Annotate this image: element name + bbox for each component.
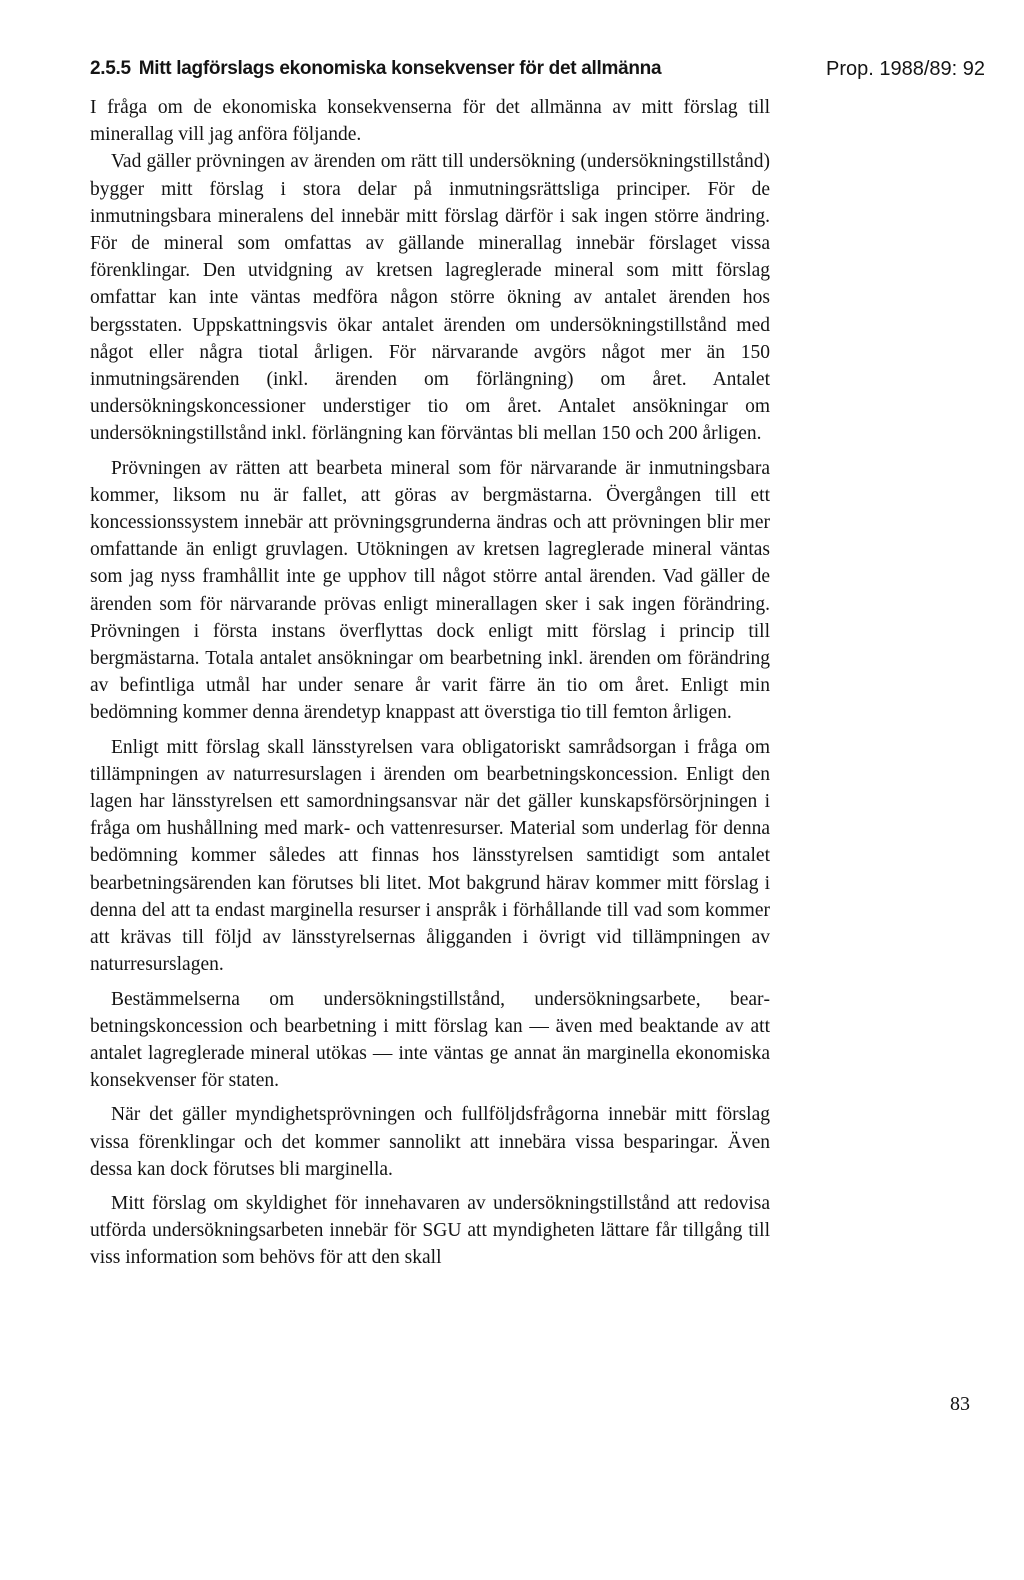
paragraph-intro: I fråga om de ekonomiska konsekvenserna för det allmänna av mitt förslag till minerallag vill jag anföra följande. [90,97,770,146]
page-number: 83 [950,1393,970,1415]
paragraph-sgu: Mitt förslag om skyldighet för innehavaren av undersökningstillstånd att redovisa utförda undersökningsarbeten innebär för SGU att myndigheten lättare får tillgång till viss information som behövs för att den skall [90,1192,770,1269]
body-text [90,94,770,1272]
paragraph-bestammelserna: Bestämmelserna om undersökningstillstånd, undersökningsarbete, bearbetningskoncession och bearbetning i mitt förslag kan — även med beaktande av att antalet lagreglerade mineral utökas — inte väntas ge annat än marginella ekonomiska konsekvenser för staten. [90,988,770,1092]
paragraph-undersokningstillstand: Vad gäller prövningen av ärenden om rätt till undersökning (undersökningstillstånd) bygger mitt förslag i stora delar på inmutningsrättsliga principer. För de inmutningsbara mineralens del innebär mitt förslag därför i sak ingen större ändring. För de mineral som omfattas av gällande minerallag innebär förslaget vissa förenklingar. Den utvidgning av kretsen lagreglerade mineral som mitt förslag omfattar kan inte väntas medföra någon större ökning av antalet ärenden hos bergsstaten. Uppskattningsvis ökar antalet ärenden om undersökningstillstånd med något eller några tiotal årligen. För närvarande avgörs något mer än 150 inmutningsärenden (inkl. ärenden om förlängning) om året. Antalet undersökningskoncessioner understiger tio om året. Antalet ansökningar om undersökningstillstånd inkl. förlängning kan förväntas bli mellan 150 och 200 årligen. [90,151,770,445]
section-number: 2.5.5 [90,58,131,79]
proposition-reference: Prop. 1988/89: 92 [826,58,986,80]
section-title: Mitt lagförslags ekonomiska konsekvenser för det allmänna [138,58,662,79]
paragraph-myndighetsprovningen: När det gäller myndighetsprövningen och fullföljdsfrågorna innebär mitt förslag vissa förenklingar och det kommer sannolikt att innebära vissa besparingar. Även dessa kan dock förutses bli marginella. [90,1104,770,1180]
paragraph-lansstyrelsen: Enligt mitt förslag skall länsstyrelsen vara obligatoriskt samrådsorgan i fråga om tillämpningen av naturresurslagen i ärenden om bearbetningskoncession. Enligt den lagen har länsstyrelsen ett samordningsansvar när det gäller kunskapsförsörjningen i fråga om hushållning med mark- och vattenresurser. Material som underlag för denna bedömning kommer således att finnas hos länsstyrelsen samtidigt som antalet bearbetningsärenden kan förutses bli litet. Mot bakgrund härav kommer mitt förslag i denna del att ta endast marginella resurser i anspråk i förhållande till vad som kommer att krävas till följd av länsstyrelsernas åligganden i övrigt vid tillämpningen av naturresurslagen. [90,736,770,976]
section-heading [90,56,710,82]
paragraph-bearbetning: Prövningen av rätten att bearbeta mineral som för närvarande är inmutningsbara kommer, liksom nu är fallet, att göras av bergmästarna. Övergången till ett koncessionssystem innebär att prövningsgrunderna ändras och att prövningen blir mer omfattande än enligt gruvlagen. Utökningen av kretsen lagreglerade mineral väntas som jag nyss framhållit inte ge upphov till något större antal ärenden. Vad gäller de ärenden som för närvarande prövas enligt minerallagen sker i sak ingen förändring. Prövningen i första instans överflyttas dock enligt mitt förslag i princip till bergmästarna. Totala antalet ansökningar om bearbetning inkl. ärenden om förändring av befintliga utmål har under senare år varit färre än tio om året. Enligt min bedömning kommer denna ärendetyp knappast att överstiga tio till femton årligen. [90,457,770,724]
